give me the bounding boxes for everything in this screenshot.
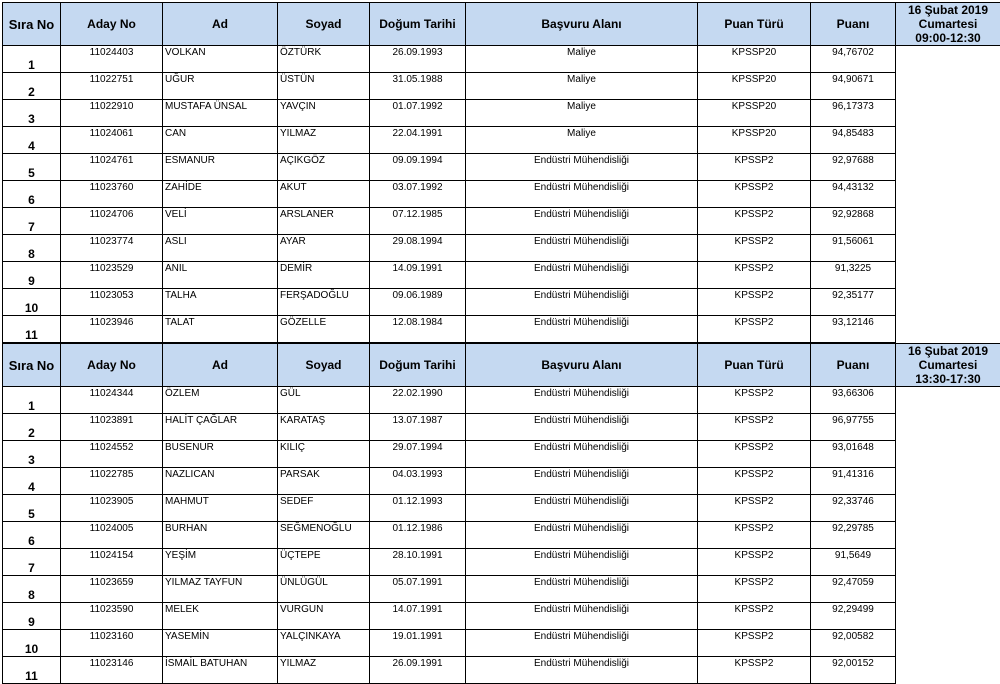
row-soyad: DEMİR bbox=[278, 262, 370, 289]
table-row bbox=[3, 414, 1000, 441]
row-ad: BUSENUR bbox=[163, 441, 278, 468]
header-aday: Aday No bbox=[61, 344, 163, 387]
row-soyad: ÜSTÜN bbox=[278, 73, 370, 100]
row-soyad: YALÇINKAYA bbox=[278, 630, 370, 657]
row-ad: MAHMUT bbox=[163, 495, 278, 522]
row-puan-turu: KPSSP2 bbox=[698, 387, 811, 414]
header-soyad: Soyad bbox=[278, 344, 370, 387]
row-ad: CAN bbox=[163, 127, 278, 154]
row-sira: 10 bbox=[3, 630, 61, 657]
row-puani: 92,35177 bbox=[811, 289, 896, 316]
row-dogum-tarihi: 26.09.1991 bbox=[370, 657, 466, 684]
row-basvuru-alani: Endüstri Mühendisliği bbox=[466, 316, 698, 343]
row-ad: BURHAN bbox=[163, 522, 278, 549]
row-soyad: SEĞMENOĞLU bbox=[278, 522, 370, 549]
row-basvuru-alani: Endüstri Mühendisliği bbox=[466, 576, 698, 603]
row-basvuru-alani: Endüstri Mühendisliği bbox=[466, 603, 698, 630]
row-ad: UĞUR bbox=[163, 73, 278, 100]
row-aday-no: 11024005 bbox=[61, 522, 163, 549]
row-puan-turu: KPSSP2 bbox=[698, 468, 811, 495]
row-ad: VELİ bbox=[163, 208, 278, 235]
row-aday-no: 11022910 bbox=[61, 100, 163, 127]
row-soyad: ARSLANER bbox=[278, 208, 370, 235]
row-puani: 92,29499 bbox=[811, 603, 896, 630]
row-puani: 92,00152 bbox=[811, 657, 896, 684]
row-soyad: ÜÇTEPE bbox=[278, 549, 370, 576]
row-sira: 11 bbox=[3, 316, 61, 343]
session-date: 16 Şubat 2019 bbox=[908, 3, 988, 17]
table-row bbox=[3, 630, 1000, 657]
row-soyad: YILMAZ bbox=[278, 657, 370, 684]
header-sira: Sıra No bbox=[3, 3, 61, 46]
row-sira: 11 bbox=[3, 657, 61, 684]
row-sira: 5 bbox=[3, 495, 61, 522]
row-soyad: SEDEF bbox=[278, 495, 370, 522]
row-puani: 93,66306 bbox=[811, 387, 896, 414]
row-aday-no: 11022785 bbox=[61, 468, 163, 495]
row-aday-no: 11024344 bbox=[61, 387, 163, 414]
header-ad: Ad bbox=[163, 3, 278, 46]
row-puan-turu: KPSSP2 bbox=[698, 208, 811, 235]
row-dogum-tarihi: 07.12.1985 bbox=[370, 208, 466, 235]
table-row bbox=[3, 289, 1000, 316]
row-dogum-tarihi: 05.07.1991 bbox=[370, 576, 466, 603]
table-row bbox=[3, 100, 1000, 127]
row-dogum-tarihi: 28.10.1991 bbox=[370, 549, 466, 576]
row-basvuru-alani: Endüstri Mühendisliği bbox=[466, 414, 698, 441]
table-body bbox=[3, 387, 1000, 684]
row-aday-no: 11024061 bbox=[61, 127, 163, 154]
row-sira: 8 bbox=[3, 576, 61, 603]
session-time: 13:30-17:30 bbox=[915, 372, 980, 386]
row-ad: VOLKAN bbox=[163, 46, 278, 73]
row-sira: 1 bbox=[3, 46, 61, 73]
row-dogum-tarihi: 22.04.1991 bbox=[370, 127, 466, 154]
row-soyad: PARSAK bbox=[278, 468, 370, 495]
row-puan-turu: KPSSP20 bbox=[698, 46, 811, 73]
row-puani: 92,92868 bbox=[811, 208, 896, 235]
header-row bbox=[3, 344, 1000, 387]
row-puan-turu: KPSSP2 bbox=[698, 289, 811, 316]
row-puani: 92,97688 bbox=[811, 154, 896, 181]
candidate-table bbox=[2, 2, 1000, 343]
row-soyad: AKUT bbox=[278, 181, 370, 208]
session-time: 09:00-12:30 bbox=[915, 31, 980, 45]
row-puani: 91,56061 bbox=[811, 235, 896, 262]
table-row bbox=[3, 468, 1000, 495]
row-puani: 91,41316 bbox=[811, 468, 896, 495]
row-sira: 7 bbox=[3, 549, 61, 576]
row-aday-no: 11023891 bbox=[61, 414, 163, 441]
table-row bbox=[3, 154, 1000, 181]
candidate-table bbox=[2, 343, 1000, 684]
row-puan-turu: KPSSP20 bbox=[698, 127, 811, 154]
row-soyad: ÖZTÜRK bbox=[278, 46, 370, 73]
table-row bbox=[3, 262, 1000, 289]
row-sira: 1 bbox=[3, 387, 61, 414]
table-row bbox=[3, 73, 1000, 100]
row-puan-turu: KPSSP2 bbox=[698, 262, 811, 289]
row-sira: 3 bbox=[3, 441, 61, 468]
session-table-2 bbox=[2, 343, 1000, 684]
header-dogum: Doğum Tarihi bbox=[370, 3, 466, 46]
row-ad: NAZLICAN bbox=[163, 468, 278, 495]
row-aday-no: 11023946 bbox=[61, 316, 163, 343]
row-sira: 9 bbox=[3, 603, 61, 630]
row-dogum-tarihi: 09.09.1994 bbox=[370, 154, 466, 181]
row-basvuru-alani: Maliye bbox=[466, 127, 698, 154]
row-ad: TALHA bbox=[163, 289, 278, 316]
row-sira: 3 bbox=[3, 100, 61, 127]
table-row bbox=[3, 603, 1000, 630]
session-info bbox=[896, 344, 1000, 387]
row-puan-turu: KPSSP2 bbox=[698, 657, 811, 684]
row-ad: MELEK bbox=[163, 603, 278, 630]
row-basvuru-alani: Endüstri Mühendisliği bbox=[466, 549, 698, 576]
row-dogum-tarihi: 31.05.1988 bbox=[370, 73, 466, 100]
session-day: Cumartesi bbox=[919, 17, 978, 31]
row-soyad: YILMAZ bbox=[278, 127, 370, 154]
session-day: Cumartesi bbox=[919, 358, 978, 372]
row-soyad: GÖZELLE bbox=[278, 316, 370, 343]
row-aday-no: 11023160 bbox=[61, 630, 163, 657]
row-basvuru-alani: Endüstri Mühendisliği bbox=[466, 468, 698, 495]
row-basvuru-alani: Endüstri Mühendisliği bbox=[466, 208, 698, 235]
row-ad: MUSTAFA ÜNSAL bbox=[163, 100, 278, 127]
row-sira: 2 bbox=[3, 73, 61, 100]
row-dogum-tarihi: 01.12.1993 bbox=[370, 495, 466, 522]
table-row bbox=[3, 522, 1000, 549]
row-sira: 6 bbox=[3, 522, 61, 549]
row-puan-turu: KPSSP2 bbox=[698, 414, 811, 441]
row-basvuru-alani: Endüstri Mühendisliği bbox=[466, 522, 698, 549]
row-puani: 92,47059 bbox=[811, 576, 896, 603]
row-soyad: FERŞADOĞLU bbox=[278, 289, 370, 316]
row-ad: ÖZLEM bbox=[163, 387, 278, 414]
row-sira: 2 bbox=[3, 414, 61, 441]
row-puan-turu: KPSSP2 bbox=[698, 154, 811, 181]
header-tur: Puan Türü bbox=[698, 3, 811, 46]
row-soyad: AÇIKGÖZ bbox=[278, 154, 370, 181]
row-puani: 92,29785 bbox=[811, 522, 896, 549]
header-dogum: Doğum Tarihi bbox=[370, 344, 466, 387]
row-puan-turu: KPSSP2 bbox=[698, 576, 811, 603]
row-puani: 93,12146 bbox=[811, 316, 896, 343]
header-sira: Sıra No bbox=[3, 344, 61, 387]
row-aday-no: 11024552 bbox=[61, 441, 163, 468]
row-basvuru-alani: Maliye bbox=[466, 100, 698, 127]
row-puan-turu: KPSSP20 bbox=[698, 73, 811, 100]
row-puani: 94,43132 bbox=[811, 181, 896, 208]
row-puani: 94,85483 bbox=[811, 127, 896, 154]
row-puani: 94,90671 bbox=[811, 73, 896, 100]
row-aday-no: 11024761 bbox=[61, 154, 163, 181]
table-row bbox=[3, 46, 1000, 73]
row-puani: 93,01648 bbox=[811, 441, 896, 468]
row-ad: YEŞİM bbox=[163, 549, 278, 576]
row-soyad: YAVÇIN bbox=[278, 100, 370, 127]
row-ad: YILMAZ TAYFUN bbox=[163, 576, 278, 603]
row-dogum-tarihi: 29.07.1994 bbox=[370, 441, 466, 468]
row-puani: 92,33746 bbox=[811, 495, 896, 522]
row-sira: 7 bbox=[3, 208, 61, 235]
row-ad: YASEMİN bbox=[163, 630, 278, 657]
row-puan-turu: KPSSP2 bbox=[698, 630, 811, 657]
row-puan-turu: KPSSP2 bbox=[698, 522, 811, 549]
row-puan-turu: KPSSP2 bbox=[698, 235, 811, 262]
row-sira: 8 bbox=[3, 235, 61, 262]
session-date: 16 Şubat 2019 bbox=[908, 344, 988, 358]
row-puani: 91,3225 bbox=[811, 262, 896, 289]
row-aday-no: 11024706 bbox=[61, 208, 163, 235]
table-row bbox=[3, 657, 1000, 684]
table-row bbox=[3, 181, 1000, 208]
row-dogum-tarihi: 04.03.1993 bbox=[370, 468, 466, 495]
row-puan-turu: KPSSP2 bbox=[698, 549, 811, 576]
table-row bbox=[3, 316, 1000, 343]
header-aday: Aday No bbox=[61, 3, 163, 46]
row-sira: 6 bbox=[3, 181, 61, 208]
row-dogum-tarihi: 29.08.1994 bbox=[370, 235, 466, 262]
header-alan: Başvuru Alanı bbox=[466, 3, 698, 46]
row-puani: 92,00582 bbox=[811, 630, 896, 657]
table-row bbox=[3, 576, 1000, 603]
row-basvuru-alani: Endüstri Mühendisliği bbox=[466, 630, 698, 657]
row-puan-turu: KPSSP20 bbox=[698, 100, 811, 127]
header-alan: Başvuru Alanı bbox=[466, 344, 698, 387]
row-aday-no: 11024403 bbox=[61, 46, 163, 73]
row-basvuru-alani: Endüstri Mühendisliği bbox=[466, 441, 698, 468]
row-ad: TALAT bbox=[163, 316, 278, 343]
row-puan-turu: KPSSP2 bbox=[698, 495, 811, 522]
row-dogum-tarihi: 13.07.1987 bbox=[370, 414, 466, 441]
table-row bbox=[3, 127, 1000, 154]
row-basvuru-alani: Endüstri Mühendisliği bbox=[466, 495, 698, 522]
row-puan-turu: KPSSP2 bbox=[698, 441, 811, 468]
row-puani: 96,17373 bbox=[811, 100, 896, 127]
row-dogum-tarihi: 14.07.1991 bbox=[370, 603, 466, 630]
row-basvuru-alani: Endüstri Mühendisliği bbox=[466, 154, 698, 181]
header-tur: Puan Türü bbox=[698, 344, 811, 387]
header-soyad: Soyad bbox=[278, 3, 370, 46]
row-aday-no: 11024154 bbox=[61, 549, 163, 576]
row-sira: 4 bbox=[3, 468, 61, 495]
row-dogum-tarihi: 14.09.1991 bbox=[370, 262, 466, 289]
row-aday-no: 11023053 bbox=[61, 289, 163, 316]
row-basvuru-alani: Endüstri Mühendisliği bbox=[466, 181, 698, 208]
row-soyad: ÜNLÜGÜL bbox=[278, 576, 370, 603]
row-ad: ASLI bbox=[163, 235, 278, 262]
header-ad: Ad bbox=[163, 344, 278, 387]
row-soyad: VURGUN bbox=[278, 603, 370, 630]
session-table-1 bbox=[2, 2, 1000, 343]
table-row bbox=[3, 549, 1000, 576]
row-aday-no: 11023590 bbox=[61, 603, 163, 630]
row-basvuru-alani: Endüstri Mühendisliği bbox=[466, 289, 698, 316]
row-puani: 96,97755 bbox=[811, 414, 896, 441]
table-body bbox=[3, 46, 1000, 343]
table-row bbox=[3, 208, 1000, 235]
row-dogum-tarihi: 01.12.1986 bbox=[370, 522, 466, 549]
row-sira: 9 bbox=[3, 262, 61, 289]
row-aday-no: 11023760 bbox=[61, 181, 163, 208]
row-ad: İSMAİL BATUHAN bbox=[163, 657, 278, 684]
row-sira: 10 bbox=[3, 289, 61, 316]
row-dogum-tarihi: 09.06.1989 bbox=[370, 289, 466, 316]
row-dogum-tarihi: 01.07.1992 bbox=[370, 100, 466, 127]
header-row bbox=[3, 3, 1000, 46]
row-dogum-tarihi: 19.01.1991 bbox=[370, 630, 466, 657]
row-basvuru-alani: Maliye bbox=[466, 46, 698, 73]
table-row bbox=[3, 441, 1000, 468]
row-ad: ZAHİDE bbox=[163, 181, 278, 208]
header-puan: Puanı bbox=[811, 344, 896, 387]
row-sira: 5 bbox=[3, 154, 61, 181]
row-puani: 91,5649 bbox=[811, 549, 896, 576]
row-dogum-tarihi: 12.08.1984 bbox=[370, 316, 466, 343]
table-row bbox=[3, 495, 1000, 522]
row-dogum-tarihi: 22.02.1990 bbox=[370, 387, 466, 414]
row-aday-no: 11023659 bbox=[61, 576, 163, 603]
row-basvuru-alani: Endüstri Mühendisliği bbox=[466, 235, 698, 262]
row-dogum-tarihi: 03.07.1992 bbox=[370, 181, 466, 208]
row-puan-turu: KPSSP2 bbox=[698, 181, 811, 208]
row-basvuru-alani: Endüstri Mühendisliği bbox=[466, 387, 698, 414]
session-info bbox=[896, 3, 1000, 46]
row-basvuru-alani: Endüstri Mühendisliği bbox=[466, 262, 698, 289]
row-puan-turu: KPSSP2 bbox=[698, 316, 811, 343]
row-basvuru-alani: Endüstri Mühendisliği bbox=[466, 657, 698, 684]
header-puan: Puanı bbox=[811, 3, 896, 46]
row-puani: 94,76702 bbox=[811, 46, 896, 73]
row-soyad: KARATAŞ bbox=[278, 414, 370, 441]
row-soyad: GÜL bbox=[278, 387, 370, 414]
row-ad: ANIL bbox=[163, 262, 278, 289]
row-dogum-tarihi: 26.09.1993 bbox=[370, 46, 466, 73]
row-ad: HALİT ÇAĞLAR bbox=[163, 414, 278, 441]
row-aday-no: 11023146 bbox=[61, 657, 163, 684]
row-aday-no: 11023529 bbox=[61, 262, 163, 289]
table-row bbox=[3, 235, 1000, 262]
row-soyad: KILIÇ bbox=[278, 441, 370, 468]
table-row bbox=[3, 387, 1000, 414]
row-basvuru-alani: Maliye bbox=[466, 73, 698, 100]
row-puan-turu: KPSSP2 bbox=[698, 603, 811, 630]
row-aday-no: 11023905 bbox=[61, 495, 163, 522]
row-aday-no: 11023774 bbox=[61, 235, 163, 262]
row-soyad: AYAR bbox=[278, 235, 370, 262]
row-sira: 4 bbox=[3, 127, 61, 154]
row-ad: ESMANUR bbox=[163, 154, 278, 181]
row-aday-no: 11022751 bbox=[61, 73, 163, 100]
